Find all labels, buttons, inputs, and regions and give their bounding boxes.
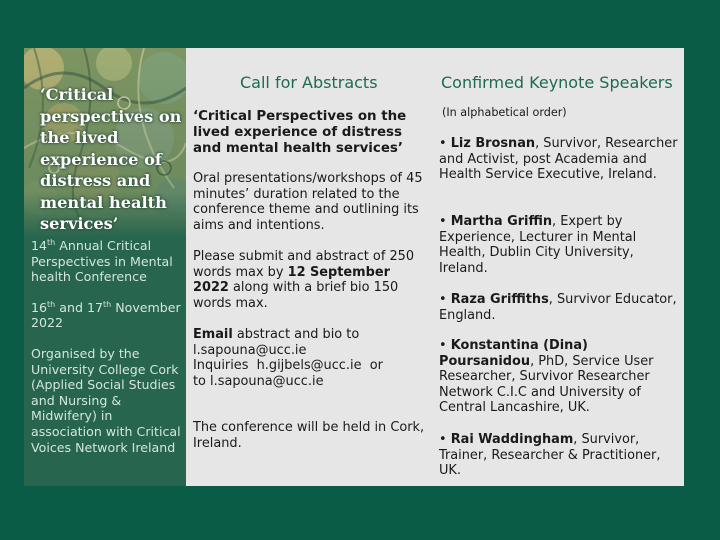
email-text: Email abstract and bio to l.sapouna@ucc.ie xyxy=(193,327,360,358)
inquiries-email-2[interactable]: l.sapouna@ucc.ie xyxy=(210,373,324,389)
call-for-abstracts-heading: Call for Abstracts xyxy=(240,73,378,92)
flyer-slide xyxy=(24,48,684,486)
inquiries-email-1[interactable]: h.gijbels@ucc.ie xyxy=(256,358,362,373)
speaker-name: Konstantina (Dina) Poursanidou xyxy=(439,338,588,369)
speaker-name: Raza Griffiths xyxy=(450,292,549,307)
abstracts-title: ‘Critical Perspectives on the lived experience of distress and mental health services’ xyxy=(193,109,407,157)
speaker-item: • Rai Waddingham, Survivor, Trainer, Researcher & Practitioner, UK. xyxy=(439,432,661,479)
oral-presentations-text: Oral presentations/workshops of 45 minutes’ duration related to the conference theme and outlining its aims and intentions. xyxy=(193,171,423,233)
speaker-item: • Martha Griffin, Expert by Experience, Lecturer in Mental Health, Dublin City University, Ireland. xyxy=(439,214,637,276)
inquiries-text: Inquiries h.gijbels@ucc.ie or to l.sapouna@ucc.ie xyxy=(193,358,383,389)
submission-deadline: 12 September 2022 xyxy=(193,264,390,296)
speaker-item: • Konstantina (Dina) Poursanidou, PhD, Service User Researcher, Survivor Researcher Network C.I.C and University of Central Lancashire, UK. xyxy=(439,338,654,416)
artwork-title: ‘Critical perspectives on the lived experience of distress and mental health services’ xyxy=(40,85,182,233)
email-address[interactable]: l.sapouna@ucc.ie xyxy=(193,342,307,358)
left-panel xyxy=(24,48,186,486)
alphabetical-note: (In alphabetical order) xyxy=(442,106,567,119)
speaker-name: Martha Griffin xyxy=(450,214,553,229)
submission-text: Please submit and abstract of 250 words max by 12 September 2022 along with a brief bio 150 words max. xyxy=(193,249,415,311)
venue-text: The conference will be held in Cork, Ireland. xyxy=(193,420,425,451)
organiser-text: Organised by the University College Cork (Applied Social Studies and Nursing & Midwifery) in association with Critical Voices Network Ireland xyxy=(31,345,181,455)
speaker-name: Liz Brosnan xyxy=(450,136,536,151)
keynote-heading: Confirmed Keynote Speakers xyxy=(441,73,673,92)
speaker-item: • Raza Griffiths, Survivor Educator, England. xyxy=(439,292,677,323)
speaker-item: • Liz Brosnan, Survivor, Researcher and Activist, post Academia and Health Service Executive, Ireland. xyxy=(439,136,678,183)
speaker-name: Rai Waddingham xyxy=(450,432,574,447)
conference-info xyxy=(31,238,183,470)
conference-name: 14th Annual Critical Perspectives in Mental health Conference xyxy=(31,237,173,285)
conference-dates: 16th and 17th November 2022 xyxy=(31,299,181,331)
